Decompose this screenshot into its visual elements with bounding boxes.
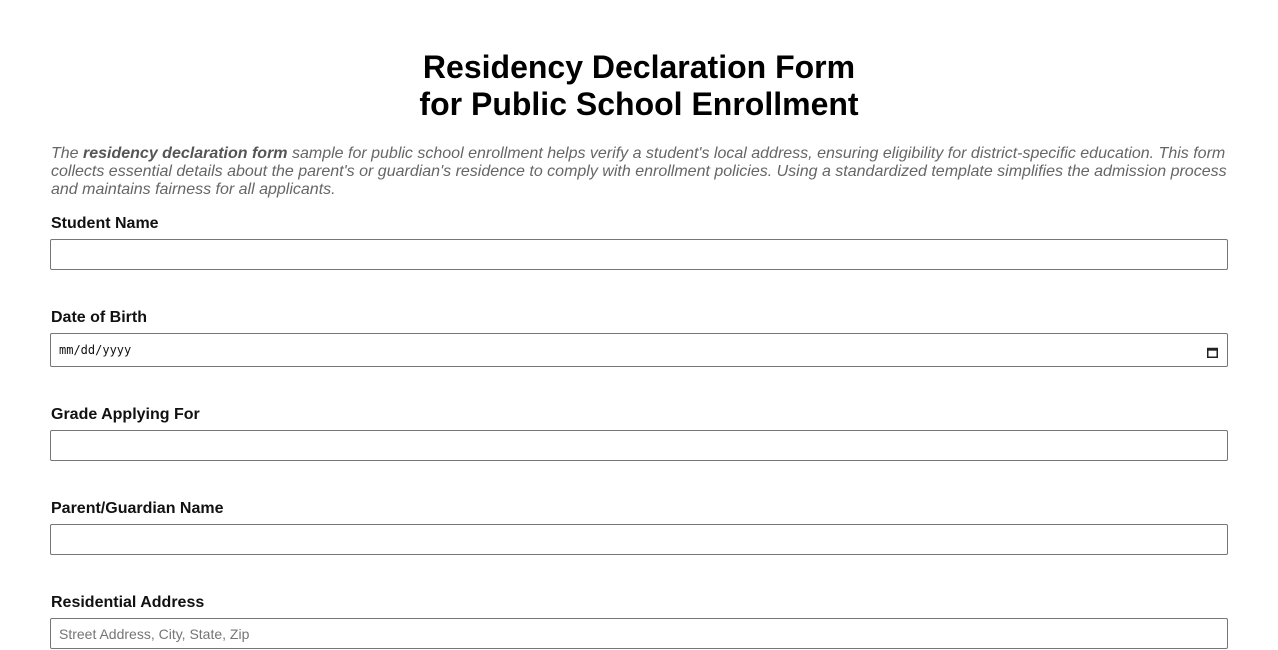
student-name-input[interactable] [50, 239, 1228, 270]
date-of-birth-label: Date of Birth [51, 309, 147, 326]
intro-prefix: The [51, 145, 84, 162]
title-line-2: for Public School Enrollment [419, 86, 859, 122]
grade-applying-for-label: Grade Applying For [51, 406, 200, 423]
intro-paragraph [51, 145, 1231, 199]
parent-guardian-name-label: Parent/Guardian Name [51, 500, 224, 517]
residential-address-label: Residential Address [51, 594, 205, 611]
student-name-label: Student Name [51, 215, 159, 232]
calendar-icon[interactable] [1207, 345, 1218, 356]
grade-applying-for-input[interactable] [50, 430, 1228, 461]
residential-address-input[interactable] [50, 618, 1228, 649]
date-placeholder: mm/dd/yyyy [59, 343, 132, 357]
date-of-birth-input[interactable] [50, 333, 1228, 367]
intro-emphasis: residency declaration form [83, 145, 288, 162]
title-line-1: Residency Declaration Form [422, 49, 856, 85]
intro-body: sample for public school enrollment helps verify a student's local address, ensuring eligibility for district-specific education. This form collects essential details about the parent's or guardian's residence to comply with enrollment policies. Using a standardized template simplifies the admission process and maintains fairness for all applicants. [51, 145, 1227, 198]
page-title [0, 49, 1278, 123]
parent-guardian-name-input[interactable] [50, 524, 1228, 555]
